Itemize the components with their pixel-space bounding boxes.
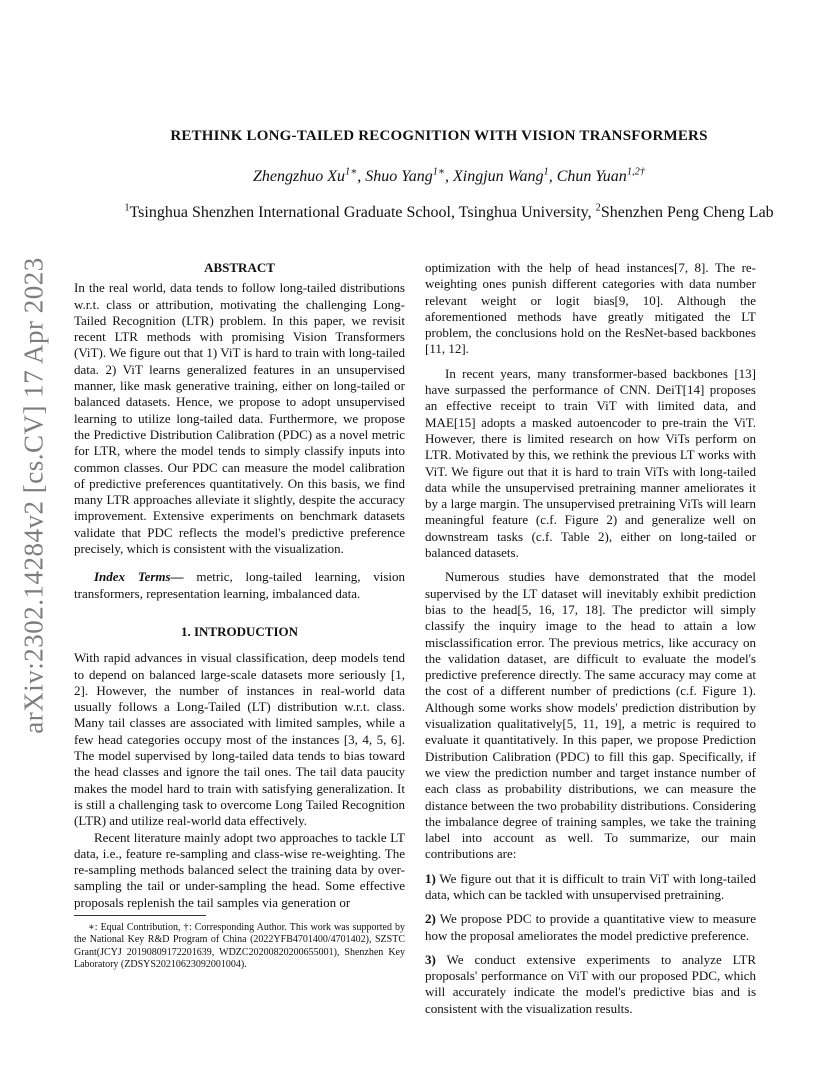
author-sup: 1 xyxy=(543,166,549,178)
intro-paragraph-2-continued: optimization with the help of head instances[7, 8]. The re-weighting ones punish different categories with data number relevant weight or logit bias[9, 10]. Although the aforementioned methods have greatly mitigated the LT problem, the conclusions hold on the ResNet-based backbones [11, 12]. xyxy=(425,260,756,357)
footnote-rule xyxy=(74,915,206,916)
contribution-3 xyxy=(425,952,756,1017)
author-list: Zhengzhuo $Xu^{1∗}$, Shuo Yang$^{1∗}$, Xingjun Wang$^1$, Chun Yuan$^{1,2\dagger}$ xyxy=(253,166,645,185)
author-name: Chun Yuan xyxy=(556,168,627,185)
contribution-number: 3) xyxy=(425,951,436,967)
section-heading-introduction: 1. INTRODUCTION xyxy=(180,623,298,639)
author-name: Xingjun Wang xyxy=(452,168,544,185)
contribution-text: We propose PDC to provide a quantitative view to measure how the proposal ameliorates the model predictive preference. xyxy=(425,911,756,943)
abstract-heading: ABSTRACT xyxy=(204,260,275,275)
index-terms-label: Index Terms— xyxy=(94,569,184,585)
footnote-text: ∗: Equal Contribution, †: Corresponding Author. This work was supported by the National Key R&D Program of China (2022YFB4701400/4701402), SZSTC Grant(JCYJ 20190809172201639, WDZC20200820200655001), Shenzhen Key Laboratory (ZDSYS20210623092001004). xyxy=(74,922,405,970)
contribution-number: 2) xyxy=(425,911,436,927)
abstract-text: In the real world, data tends to follow long-tailed distributions w.r.t. class or attribution, motivating the challenging Long-Tailed Recognition (LTR) problem. In this paper, we revisit recent LTR methods with promising Vision Transformers (ViT). We figure out that 1) ViT is hard to train with long-tailed data. 2) ViT learns generalized features in an unsupervised manner, like mask generative training, either on long-tailed or balanced datasets. Hence, we propose to adopt unsupervised learning to utilize long-tailed data. Furthermore, we propose the Predictive Distribution Calibration (PDC) as a novel metric for LTR, where the model tends to simply classify inputs into common classes. Our PDC can measure the model calibration of predictive preferences quantitatively. On this basis, we find many LTR approaches alleviate it slightly, despite the accuracy improvement. Extensive experiments on benchmark datasets validate that PDC reflects the model's predictive preference precisely, which is consistent with the visualization. xyxy=(74,280,405,557)
contribution-1 xyxy=(425,871,756,904)
affiliation-2: Shenzhen Peng Cheng Lab xyxy=(600,204,774,221)
author-name: Shuo Yang xyxy=(365,168,433,185)
arxiv-stamp-text: arXiv:2302.14284v2 [cs.CV] 17 Apr 2023 xyxy=(18,256,49,734)
contribution-number: 1) xyxy=(425,870,436,886)
intro-paragraph-1: With rapid advances in visual classification, deep models tend to depend on balanced large-scale datasets more seriously [1, 2]. However, the number of instances in real-world data usually follows a Long-Tailed (LT) distribution w.r.t. class. Many tail classes are associated with limited samples, while a few head categories occupy most of the instances [3, 4, 5, 6]. The model supervised by long-tailed data tends to bias toward the head classes and ignore the tail ones. The tail data paucity makes the model hard to train with satisfying generalization. It is still a challenging task to overcome Long Tailed Recognition (LTR) and utilize real-world data effectively. xyxy=(74,650,405,829)
intro-paragraph-2: Recent literature mainly adopt two approaches to tackle LT data, i.e., feature re-sampling and class-wise re-weighting. The re-sampling methods balanced select the training data by over-sampling the tail or under-sampling the head. Some effective proposals replenish the tail samples via generation or xyxy=(74,829,405,910)
index-terms xyxy=(74,569,405,602)
author-sup: 1∗ xyxy=(345,166,358,178)
arxiv-stamp xyxy=(12,256,56,734)
right-column xyxy=(425,260,756,1017)
paper-title: RETHINK LONG-TAILED RECOGNITION WITH VISION TRANSFORMERS xyxy=(170,128,708,144)
left-column xyxy=(74,260,405,911)
contribution-text: We figure out that it is difficult to train ViT with long-tailed data, which can be tackled with unsupervised pretraining. xyxy=(425,870,756,902)
affiliations xyxy=(70,204,828,222)
affil-sup: 2 xyxy=(595,202,601,214)
contribution-text: We conduct extensive experiments to analyze LTR proposals' performance on ViT with our proposed PDC, which will accurately indicate the model's predictive bias and is consistent with the visualization results. xyxy=(425,951,756,1016)
affil-sup: 1 xyxy=(124,202,130,214)
footnote xyxy=(74,915,405,971)
intro-paragraph-4: Numerous studies have demonstrated that the model supervised by the LT dataset will inevitably exhibit prediction bias to the head[5, 16, 17, 18]. The predictor will simply classify the inquiry image to the head to attain a low misclassification error. The previous metrics, like accuracy on the validation dataset, are difficult to evaluate the model's predictive preference directly. The same accuracy may come at the cost of a different number of predictions (c.f. Figure 1). Although some works show models' prediction distribution by visualization qualitatively[5, 11, 19], a metric is required to evaluate it quantitatively. In this paper, we propose Prediction Distribution Calibration (PDC) to fill this gap. Specifically, if we view the prediction number and target instance number of each class as probability distributions, we can measure the distance between the two probability distributions. Considering the imbalance degree of training samples, we take the training label into account as well. To summarize, our main contributions are: xyxy=(425,569,756,862)
intro-paragraph-3: In recent years, many transformer-based backbones [13] have surpassed the performance of CNN. DeiT[14] proposes an effective receipt to train ViT with limited data, and MAE[15] adopts a masked autoencoder to pre-train the ViT. However, there is limited research on how ViTs perform on LTR. Motivated by this, we rethink the previous LT works with ViT. We figure out that it is hard to train ViTs with long-tailed data while the unsupervised pretraining manner ameliorates it by a large margin. The unsupervised pretraining ViTs will learn meaningful feature (c.f. Figure 2) and generalize well on downstream tasks (c.f. Table 2), either on long-tailed or balanced datasets. xyxy=(425,365,756,561)
author-name: Zhengzhuo Xu xyxy=(253,168,345,185)
author-sup: 1∗ xyxy=(432,166,445,178)
index-terms-text: metric, long-tailed learning, vision transformers, representation learning, imbalanced data. xyxy=(74,569,405,601)
affiliation-1: Tsinghua Shenzhen International Graduate School, Tsinghua University, xyxy=(129,204,596,221)
author-sup: 1,2† xyxy=(626,166,645,178)
contribution-2 xyxy=(425,911,756,944)
